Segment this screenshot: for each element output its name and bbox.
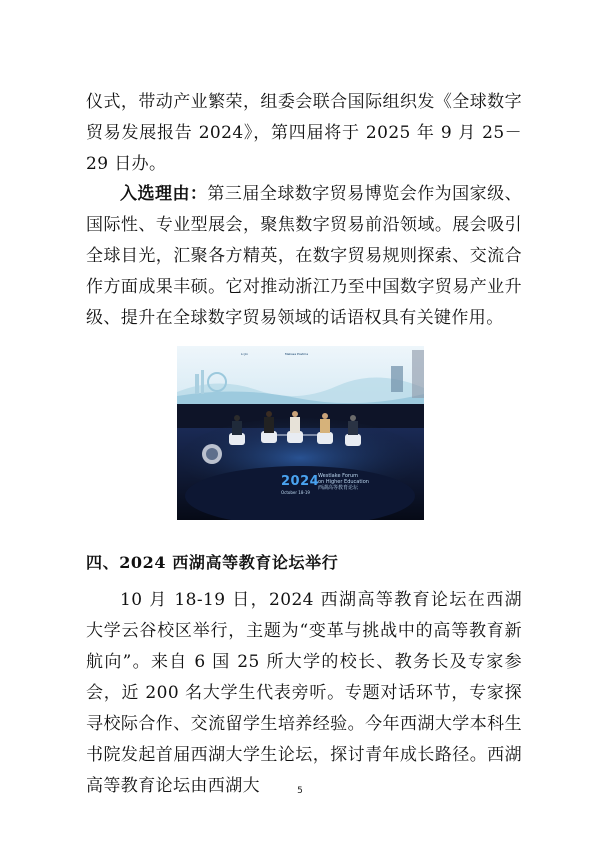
paragraph-2-lead: 入选理由：	[120, 184, 208, 204]
paragraph-1: 仪式，带动产业繁荣，组委会联合国际组织发《全球数字贸易发展报告 2024》，第四届将于 2025 年 9 月 25－29 日办。	[86, 92, 522, 174]
stage-logo-year: 2024	[281, 474, 320, 489]
stage-logo-date: October 18-19	[281, 490, 310, 495]
stage-title	[318, 473, 369, 491]
stage-title-cn: 西湖高等教育论坛	[318, 485, 359, 491]
paragraph-2-body: 第三届全球数字贸易博览会作为国家级、国际性、专业型展会，聚焦数字贸易前沿领域。展会吸引全球目光，汇聚各方精英，在数字贸易规则探索、交流合作方面成果丰硕。它对推动浙江乃至中国数字贸易产业升级、提升在全球数字贸易领域的话语权具有关键作用。	[86, 184, 523, 328]
page-number: 5	[297, 786, 303, 796]
stage-title-en-2: on Higher Education	[318, 479, 369, 485]
paragraph-3: 10 月 18-19 日，2024 西湖高等教育论坛在西湖大学云谷校区举行，主题为“变革与挑战中的高等教育新航向”。来自 6 国 25 所大学的校长、教务长及专家参会，近 200 名大学生代表旁听。专题对话环节，专家探寻校际合作、交流留学生培养经验。今年西湖大学本科生书院发起首届西湖大学生论坛，探讨青年成长路径。西湖高等教育论坛由西湖大	[86, 590, 522, 796]
speaker-2-name: Melissa Postma	[285, 352, 309, 356]
paragraph-2	[86, 179, 522, 334]
speaker-1-name: Li Jin	[241, 352, 249, 356]
stage-title-en-1: Westlake Forum	[318, 473, 358, 479]
forum-stage-photo	[177, 346, 424, 520]
section-heading: 四、2024 西湖高等教育论坛举行	[86, 553, 339, 572]
